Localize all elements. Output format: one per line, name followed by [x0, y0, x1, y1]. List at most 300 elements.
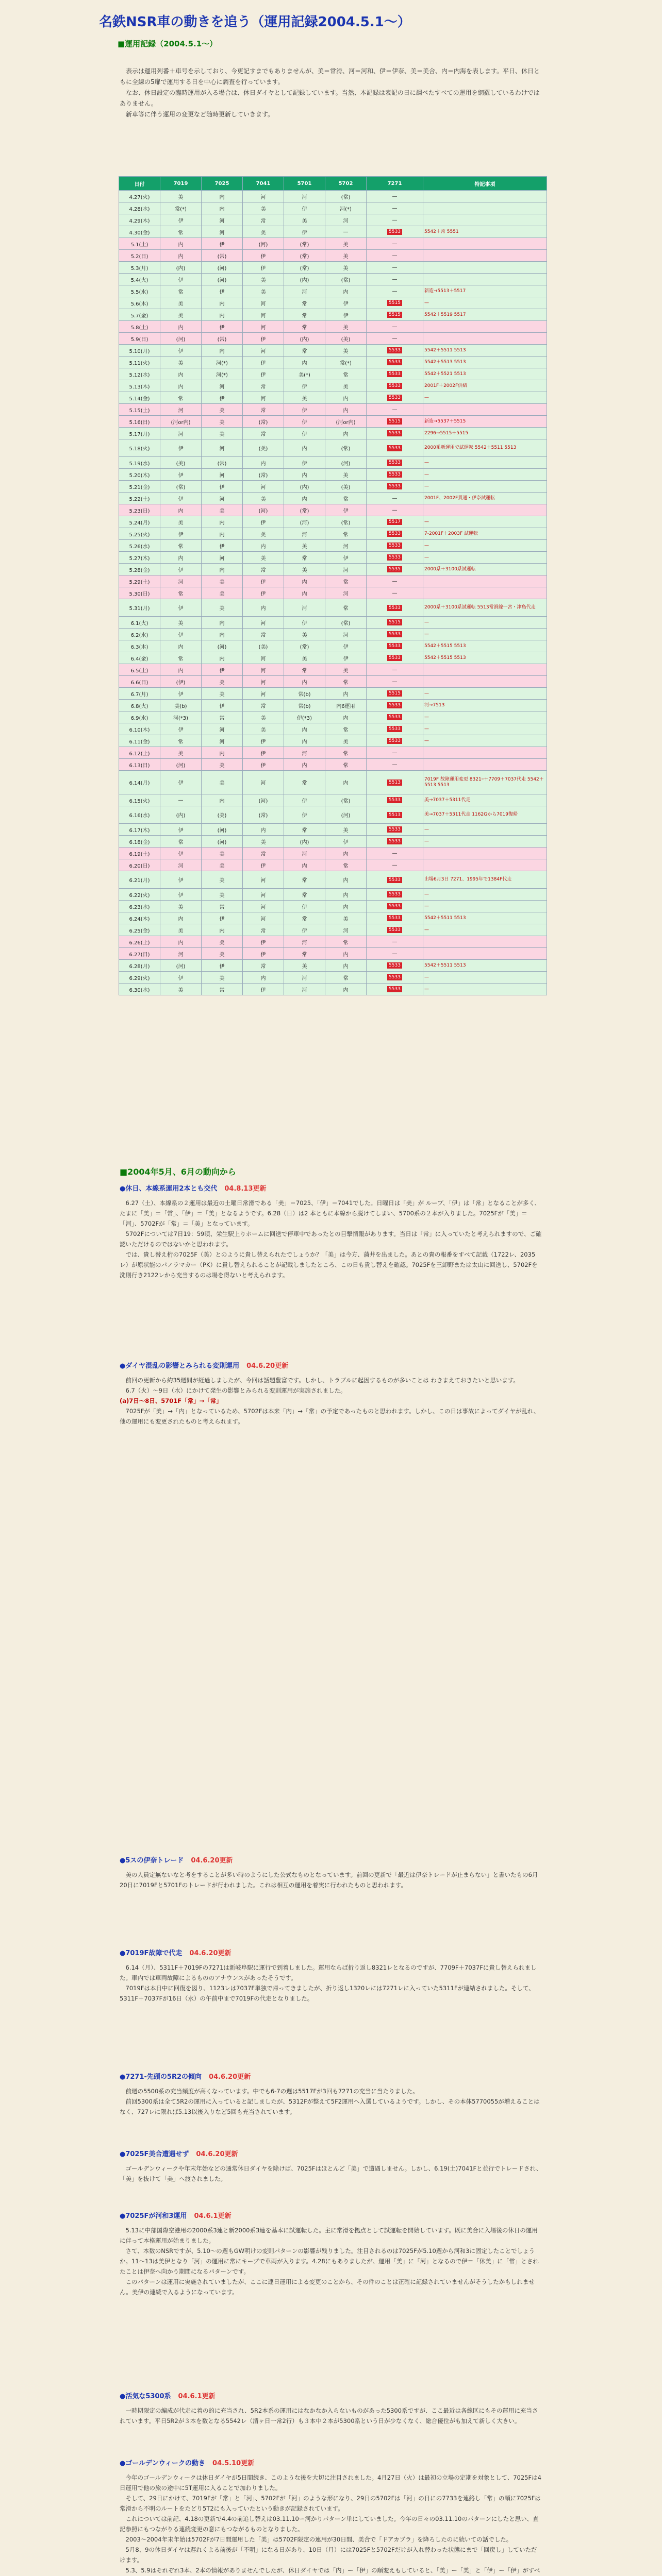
article-date: 04.6.20更新 — [209, 2073, 251, 2081]
train-number-badge: 5533 — [387, 974, 402, 980]
cell-7271 — [367, 652, 423, 664]
article-title — [120, 2071, 542, 2081]
table-row — [119, 599, 547, 617]
cell-value: 河 — [202, 226, 243, 238]
table-row — [119, 368, 547, 380]
cell-date: 6.12(土) — [119, 747, 160, 759]
cell-value: 美 — [160, 516, 202, 528]
cell-note: 2001F＋2002F併結 — [423, 380, 547, 392]
article-body — [120, 2163, 542, 2184]
cell-7271 — [367, 226, 423, 238]
table-row — [119, 333, 547, 345]
cell-value: 美 — [202, 948, 243, 960]
cell-value: (常) — [325, 794, 367, 806]
cell-value: 美 — [202, 504, 243, 516]
cell-value: 美 — [284, 652, 325, 664]
cell-value: (河) — [202, 262, 243, 274]
table-row — [119, 516, 547, 528]
cell-value: 美 — [202, 676, 243, 688]
news-article — [120, 2071, 542, 2117]
cell-note: 2000系＋3100系試運転 5513常滑線一宮・津島代走 — [423, 599, 547, 617]
cell-note — [423, 274, 547, 285]
cell-value: 伊 — [160, 599, 202, 617]
cell-date: 5.9(日) — [119, 333, 160, 345]
cell-value: 河 — [243, 889, 284, 901]
cell-date: 6.5(土) — [119, 664, 160, 676]
cell-value: 内 — [325, 871, 367, 889]
cell-date: 6.14(月) — [119, 771, 160, 794]
cell-value: 美 — [202, 972, 243, 984]
cell-date: 5.20(木) — [119, 469, 160, 481]
cell-value: (常) — [325, 516, 367, 528]
article-paragraph: 6.7（火）～9日（水）にかけて発生の影響とみられる変則運用が実施されました。 — [120, 1387, 346, 1394]
cell-value: 内 — [160, 936, 202, 948]
article-paragraph: そして、29日にかけて、7019Fが「常」と「河」、5702Fが「河」のような形になり、29日の5702Fは「河」の日にの7733を連絡し「常」の順に7025Fは常滑から不明のルートをたどり5T2にも入っていたという動きが記録されています。 — [120, 2495, 541, 2512]
article-paragraph: このパターンは運用に実施されていましたが、ここに連日運用による変更のことから、その件のことは正確に記録されていませんがそうしたかもしれません。美伊の連続で入るようになっています。 — [120, 2278, 535, 2296]
cell-7271 — [367, 528, 423, 540]
cell-date: 5.6(木) — [119, 297, 160, 309]
cell-value: 河 — [243, 321, 284, 333]
cell-value: 河 — [243, 871, 284, 889]
cell-value: — — [367, 587, 423, 599]
cell-value: (常) — [243, 469, 284, 481]
cell-date: 6.30(水) — [119, 984, 160, 995]
table-row — [119, 274, 547, 285]
article-title — [120, 1855, 542, 1865]
cell-value: — — [367, 202, 423, 214]
cell-7271 — [367, 688, 423, 700]
cell-date: 5.1(土) — [119, 238, 160, 250]
cell-value: 伊 — [243, 262, 284, 274]
table-row — [119, 469, 547, 481]
article-date: 04.6.1更新 — [178, 2393, 216, 2400]
cell-7271 — [367, 960, 423, 972]
cell-7271 — [367, 552, 423, 564]
cell-value: (河) — [325, 806, 367, 824]
cell-value: 美 — [202, 404, 243, 416]
cell-value: (常) — [243, 806, 284, 824]
cell-value: 内 — [202, 617, 243, 629]
table-row — [119, 404, 547, 416]
cell-value: 伊 — [202, 700, 243, 711]
table-row — [119, 552, 547, 564]
cell-note: — — [423, 824, 547, 836]
cell-7271 — [367, 984, 423, 995]
cell-value: 常 — [284, 889, 325, 901]
cell-value: 常 — [284, 297, 325, 309]
cell-note — [423, 948, 547, 960]
table-row — [119, 202, 547, 214]
cell-value: 常 — [284, 824, 325, 836]
cell-date: 5.31(月) — [119, 599, 160, 617]
cell-value: (美) — [160, 457, 202, 469]
cell-note: 5542＋5519 5517 — [423, 309, 547, 321]
cell-7271 — [367, 723, 423, 735]
cell-value: 内 — [284, 575, 325, 587]
column-header: 7271 — [367, 177, 423, 191]
cell-value: 常(*) — [325, 357, 367, 368]
table-row — [119, 859, 547, 871]
article-paragraph: 一時期限定の編成が代走に着の的に充当され、5R2本系の運用にはなかなか入らないものがあった5300系ですが、ここ最近は各線区にもその運用に充当されています。平日5R2が３本を数となる5542レ（清ヶ日一常2行）も３本中２本が5300系という日が少なくなく、総合優位がも加えて新しく大きい。 — [120, 2407, 538, 2425]
cell-7271 — [367, 516, 423, 528]
cell-7271 — [367, 711, 423, 723]
cell-value: — — [367, 191, 423, 202]
cell-date: 6.24(木) — [119, 912, 160, 924]
cell-value: 美 — [284, 392, 325, 404]
cell-date: 5.27(木) — [119, 552, 160, 564]
article-title-text: ●5スの伊奈トレード — [120, 1857, 184, 1865]
cell-value: 美 — [284, 960, 325, 972]
cell-value: 河 — [202, 469, 243, 481]
cell-value: 常 — [284, 871, 325, 889]
train-number-badge: 5533 — [387, 643, 402, 649]
cell-7271 — [367, 380, 423, 392]
cell-note: 5542＋5515 5513 — [423, 652, 547, 664]
cell-value: 伊 — [160, 439, 202, 457]
article-title — [120, 2458, 542, 2467]
cell-note: — — [423, 889, 547, 901]
cell-date: 5.17(月) — [119, 428, 160, 439]
cell-date: 6.23(水) — [119, 901, 160, 912]
news-article — [120, 2391, 542, 2426]
cell-value: 内 — [202, 202, 243, 214]
article-title-text: ●7025F美合遭遇せず — [120, 2150, 189, 2158]
column-header: 7041 — [243, 177, 284, 191]
cell-value: 伊 — [325, 297, 367, 309]
cell-date: 5.25(火) — [119, 528, 160, 540]
cell-value: 内 — [202, 652, 243, 664]
cell-value: 美 — [243, 226, 284, 238]
cell-value: (河) — [160, 759, 202, 771]
cell-note — [423, 191, 547, 202]
cell-value: 常 — [284, 321, 325, 333]
article-body — [120, 1198, 542, 1280]
article-paragraph: ゴールデンウィークや年末年始などの通常休日ダイヤを除けば、7025Fはほとんど「美」で遭遇しません。しかし、6.19(土)7041Fと並行でトレードされ、「美」を抜けて「美」へ渡されました。 — [120, 2165, 542, 2182]
cell-value: 伊 — [160, 972, 202, 984]
cell-value: 内 — [202, 924, 243, 936]
cell-value: (内) — [284, 274, 325, 285]
cell-note — [423, 747, 547, 759]
cell-value: 美 — [202, 416, 243, 428]
train-number-badge: 5533 — [387, 395, 402, 401]
cell-value: 常 — [325, 936, 367, 948]
cell-value: 河 — [243, 676, 284, 688]
intro-paragraph: 表示は運用列番＋車号を示しており、今更記すまでもありませんが、美＝常滑、河＝河和、伊＝伊奈、美＝美合、内＝内海を表します。平日、休日ともに全線の5扉で運用する日を中心に調査を行っています。 — [120, 67, 540, 86]
cell-value: — — [367, 575, 423, 587]
table-row — [119, 226, 547, 238]
table-row — [119, 392, 547, 404]
article-paragraph: 5月8、9の休日ダイヤは遅れくよる前後が「不明」になる日があり、10日（月）には7025Fと5702Fだけが入れ替わった状態にまで「回戻し」していただけます。 — [120, 2546, 537, 2564]
cell-note: — — [423, 984, 547, 995]
cell-value: 内 — [160, 664, 202, 676]
article-paragraph: これについては前記、4.18の更新で4.4の前追し替えは03.11.10ー河かりパターン単にしていました。今年の日々の03.11.10のパターンにしたと思い、直記参照にもつながりる連続変更の意にもつながるものとなりました。 — [120, 2515, 539, 2533]
cell-value: 河 — [284, 599, 325, 617]
cell-value: (常) — [202, 457, 243, 469]
cell-value: 内 — [243, 972, 284, 984]
cell-note: 美→7037＋5311代走 — [423, 794, 547, 806]
cell-value: 常 — [284, 309, 325, 321]
cell-value: (河or内) — [160, 416, 202, 428]
table-row — [119, 794, 547, 806]
cell-value: 内 — [325, 848, 367, 859]
cell-value: 河 — [284, 848, 325, 859]
table-row — [119, 747, 547, 759]
cell-note — [423, 664, 547, 676]
table-row — [119, 629, 547, 640]
cell-value: 河 — [325, 214, 367, 226]
cell-value: 伊 — [243, 735, 284, 747]
cell-value: 内 — [284, 439, 325, 457]
cell-date: 6.13(日) — [119, 759, 160, 771]
cell-note — [423, 333, 547, 345]
cell-value: 美 — [202, 848, 243, 859]
cell-value: 常 — [284, 912, 325, 924]
cell-value: (内) — [284, 481, 325, 493]
article-title — [120, 2210, 542, 2220]
cell-value: — — [367, 759, 423, 771]
cell-value: 内 — [284, 676, 325, 688]
cell-value: 常(b) — [284, 688, 325, 700]
cell-value: — — [367, 936, 423, 948]
train-number-badge: 5533 — [387, 962, 402, 969]
cell-note — [423, 202, 547, 214]
cell-value: 常 — [243, 428, 284, 439]
train-number-badge: 5533 — [387, 471, 402, 478]
cell-value: 常 — [160, 540, 202, 552]
cell-date: 6.22(火) — [119, 889, 160, 901]
article-paragraph: 2003～2004年末年始は5702Fが7日間運用した「美」は5702F限定の連用が30日間、美合で「ドアカブラ」を降ろしたのに続いての話でした。 — [120, 2536, 512, 2543]
cell-7271 — [367, 871, 423, 889]
cell-value: (常) — [160, 481, 202, 493]
table-row — [119, 806, 547, 824]
train-number-badge: 5533 — [387, 445, 402, 451]
cell-value: — — [367, 504, 423, 516]
cell-date: 5.28(金) — [119, 564, 160, 575]
cell-value: 常 — [325, 575, 367, 587]
train-number-badge: 5533 — [387, 915, 402, 921]
cell-value: 内 — [325, 711, 367, 723]
cell-value: 伊 — [160, 274, 202, 285]
cell-note: — — [423, 735, 547, 747]
cell-value: 河 — [325, 587, 367, 599]
cell-value: 河 — [160, 859, 202, 871]
cell-value: 河 — [202, 493, 243, 504]
cell-value: 美 — [284, 214, 325, 226]
cell-value: — — [367, 948, 423, 960]
cell-value: (内) — [284, 333, 325, 345]
table-row — [119, 836, 547, 848]
cell-note: 5542＋5511 5513 — [423, 960, 547, 972]
cell-value: 伊 — [284, 901, 325, 912]
cell-value: 河 — [202, 552, 243, 564]
cell-value: 河 — [243, 481, 284, 493]
train-number-badge: 5533 — [387, 891, 402, 897]
table-row — [119, 297, 547, 309]
cell-value: 河 — [160, 404, 202, 416]
cell-value: 常(b) — [284, 700, 325, 711]
article-paragraph: 6.27（土）、本線系の２運用は最近の土曜日常滑である「美」＝7025、「伊」＝7041でした。日曜日は「美」が ループ、「伊」は「常」となることが多く、たまに「美」＝「常」、「伊」＝「美」となるようです。6.28（日）は2 本ともに本線から脱けてしまい、5700系の２本が入りました。7025Fが「美」＝「河」、5702Fが「常」＝「美」となっています。 — [120, 1199, 541, 1227]
cell-value: 河 — [243, 345, 284, 357]
table-row — [119, 901, 547, 912]
cell-date: 5.19(水) — [119, 457, 160, 469]
cell-value: 伊 — [202, 540, 243, 552]
cell-value: 美 — [325, 380, 367, 392]
cell-7271 — [367, 617, 423, 629]
cell-7271 — [367, 700, 423, 711]
train-number-badge: 5533 — [387, 726, 402, 732]
cell-value: (内) — [160, 262, 202, 274]
cell-note — [423, 848, 547, 859]
cell-value: 内 — [202, 747, 243, 759]
cell-date: 4.30(金) — [119, 226, 160, 238]
train-number-badge: 5533 — [387, 531, 402, 537]
cell-date: 6.18(金) — [119, 836, 160, 848]
cell-value: 伊 — [202, 960, 243, 972]
cell-value: 伊 — [284, 794, 325, 806]
train-number-badge: 5517 — [387, 519, 402, 525]
article-paragraph: 7019Fは本日中に回復を図り、1123レは7037F単独で帰ってきましたが、折り返し1320レには7271レに入っていた5311Fが連結されました。そして、5311F＋7037Fが16日（水）の午前中まで7019Fの代走となりました。 — [120, 1985, 535, 2002]
article-title-text: ●ダイヤ混乱の影響とみられる変則運用 — [120, 1362, 240, 1370]
cell-7271 — [367, 428, 423, 439]
cell-value: 美 — [284, 564, 325, 575]
cell-value: 伊 — [243, 357, 284, 368]
cell-value: 河 — [325, 924, 367, 936]
cell-value: 伊 — [284, 202, 325, 214]
cell-date: 6.11(金) — [119, 735, 160, 747]
cell-value: 美 — [243, 836, 284, 848]
cell-value: 伊 — [243, 759, 284, 771]
cell-value: 内 — [284, 587, 325, 599]
cell-value: 内 — [160, 368, 202, 380]
table-row — [119, 285, 547, 297]
cell-value: 伊 — [202, 664, 243, 676]
cell-value: 河 — [160, 948, 202, 960]
cell-value: 常 — [243, 924, 284, 936]
cell-note: — — [423, 711, 547, 723]
cell-value: 伊 — [160, 723, 202, 735]
cell-value: 常 — [284, 664, 325, 676]
table-row — [119, 936, 547, 948]
train-number-badge: 5533 — [387, 430, 402, 436]
cell-note: — — [423, 617, 547, 629]
cell-note: — — [423, 540, 547, 552]
cell-note — [423, 404, 547, 416]
article-date: 04.6.20更新 — [191, 1857, 233, 1865]
cell-value: 河 — [243, 901, 284, 912]
cell-value: 河 — [284, 747, 325, 759]
cell-7271 — [367, 640, 423, 652]
train-number-badge: 5515 — [387, 690, 402, 697]
table-row — [119, 380, 547, 392]
table-row — [119, 912, 547, 924]
table-row — [119, 735, 547, 747]
cell-value: 伊 — [243, 250, 284, 262]
cell-note — [423, 859, 547, 871]
cell-note: 新造→5513＋5517 — [423, 285, 547, 297]
cell-note: — — [423, 516, 547, 528]
article-title-text: ●7271-先頭の5R2の傾向 — [120, 2073, 202, 2081]
cell-value: 美 — [160, 984, 202, 995]
cell-7271 — [367, 457, 423, 469]
cell-note: 美→7037＋5311代走 1162Gから7019復帰 — [423, 806, 547, 824]
cell-7271 — [367, 771, 423, 794]
cell-value: 常 — [160, 652, 202, 664]
train-number-badge: 5533 — [387, 797, 402, 803]
cell-note: 2001F、2002F貫通・伊奈試運転 — [423, 493, 547, 504]
table-row — [119, 250, 547, 262]
cell-value: 伊 — [284, 416, 325, 428]
cell-note: — — [423, 836, 547, 848]
cell-value: 内 — [243, 824, 284, 836]
news-article — [120, 1360, 542, 1427]
cell-value: — — [367, 250, 423, 262]
cell-value: 河 — [202, 439, 243, 457]
train-number-badge: 5513 — [387, 779, 402, 786]
cell-value: 伊 — [160, 629, 202, 640]
table-row — [119, 889, 547, 901]
cell-value: (河or内) — [325, 416, 367, 428]
cell-date: 6.19(土) — [119, 848, 160, 859]
cell-value: (美) — [202, 806, 243, 824]
cell-value: 内 — [202, 191, 243, 202]
train-number-badge: 5515 — [387, 619, 402, 625]
cell-value: 常 — [202, 984, 243, 995]
cell-value: 河 — [284, 528, 325, 540]
cell-note: — — [423, 469, 547, 481]
cell-7271 — [367, 599, 423, 617]
cell-date: 5.10(月) — [119, 345, 160, 357]
cell-date: 5.14(金) — [119, 392, 160, 404]
cell-date: 6.25(金) — [119, 924, 160, 936]
table-row — [119, 871, 547, 889]
cell-value: 美 — [243, 202, 284, 214]
cell-value: 内 — [284, 493, 325, 504]
cell-value: 内 — [160, 552, 202, 564]
cell-value: 伊 — [202, 321, 243, 333]
cell-value: 美 — [325, 824, 367, 836]
cell-value: 美(b) — [160, 700, 202, 711]
cell-value: 内 — [160, 640, 202, 652]
cell-value: 伊 — [160, 688, 202, 700]
cell-7271 — [367, 368, 423, 380]
cell-date: 5.11(火) — [119, 357, 160, 368]
table-row — [119, 824, 547, 836]
cell-value: 常(*) — [160, 202, 202, 214]
article-body — [120, 2472, 542, 2576]
cell-value: (美) — [243, 640, 284, 652]
cell-value: 内 — [325, 285, 367, 297]
cell-value: (常) — [202, 333, 243, 345]
article-date: 04.6.1更新 — [194, 2212, 231, 2220]
cell-note: — — [423, 392, 547, 404]
page-title: 名鉄NSR車の動きを追う（運用記録2004.5.1～） — [99, 14, 411, 30]
train-number-badge: 5515 — [387, 300, 402, 306]
cell-7271 — [367, 309, 423, 321]
cell-note: — — [423, 901, 547, 912]
cell-value: 河 — [243, 664, 284, 676]
news-article — [120, 1947, 542, 2004]
cell-value: 河 — [284, 191, 325, 202]
cell-value: 河 — [202, 735, 243, 747]
cell-value: 伊 — [202, 912, 243, 924]
cell-date: 5.23(日) — [119, 504, 160, 516]
train-number-badge: 5513 — [387, 812, 402, 818]
train-number-badge: 5533 — [387, 738, 402, 744]
cell-value: 常 — [325, 528, 367, 540]
cell-value: 美 — [243, 285, 284, 297]
cell-note: 河→7513 — [423, 700, 547, 711]
article-paragraph: 5.3、5.9はそれぞれ3本、2本の情報がありませんでしたが、休日ダイヤでは「内」ー「伊」の順変えもしていると、「美」ー「美」と「伊」ー「伊」がすべ — [125, 2567, 540, 2574]
